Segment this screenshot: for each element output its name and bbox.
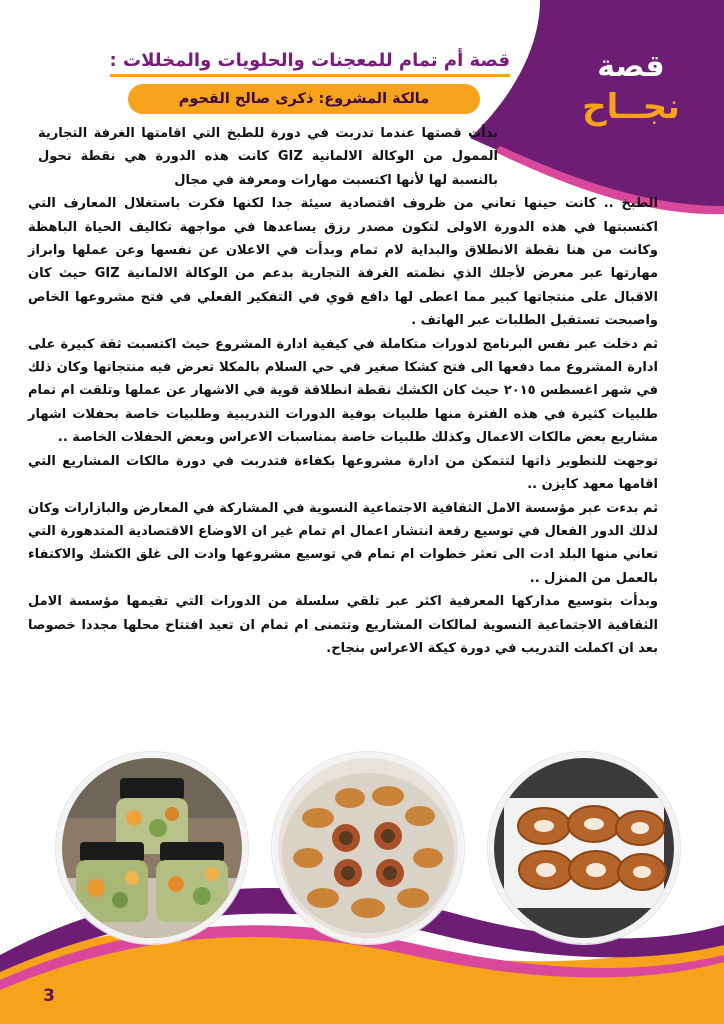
article-body xyxy=(28,122,658,660)
photo-pickle-jars xyxy=(56,752,248,944)
paragraph-4: توجهت للتطوير ذاتها لتتمكن من ادارة مشروعها بكفاءة فتدربت في دورة مالكات المشاريع التي اقامها معهد كايزن .. xyxy=(28,453,658,493)
page-number: 3 xyxy=(34,981,64,1011)
title-underline xyxy=(110,74,510,77)
paragraph-6: وبدأت بتوسيع مداركها المعرفية اكثر عبر تلقي سلسلة من الدورات التي تقيمها مؤسسة الامل الثقافية الاجتماعية النسوية لمالكات المشاريع وتتمنى ام تمام ان تعيد افتتاح محلها مجددا خصوصا بعد ان اكملت التدريب في دورة كيكة الاعراس بنجاح. xyxy=(28,594,658,656)
owner-label: مالكة المشروع: ذكرى صالح القحوم xyxy=(128,84,480,114)
photo-pastries-platter xyxy=(272,752,464,944)
paragraph-2: الطبخ .. كانت حينها تعاني من ظروف اقتصادية سيئة جدا لكنها فكرت باستغلال المعارف التي اكتسبتها في هذه الدورة الاولى لتكون مصدر رزق يساعدها في مواجهة تكاليف الحياة الباهظة وكانت من هنا نقطة الانطلاق والبداية لام تمام وبدأت في الاعلان عن نفسها وعن عملها وابراز مهارتها عبر معرض لأجلك الذي نظمته الغرفة التجارية بدعم من الوكالة الالمانية GIZ حيث كان الاقبال على منتجاتها كبير مما اعطى لها دافع قوي في التفكير الفعلي في فتح مشروعها الخاص واصبحت تستقبل الطلبات عبر الهاتف . xyxy=(28,196,658,329)
article-title: قصة أم تمام للمعجنات والحلويات والمخللات : xyxy=(109,50,510,71)
badge-word-success: نجــاح xyxy=(582,87,680,127)
success-story-badge xyxy=(556,48,706,128)
badge-word-story: قصة xyxy=(597,49,665,84)
paragraph-1: بدأت قصتها عندما تدربت في دورة للطبخ التي اقامتها الغرفة التجارية الممول من الوكالة الالمانية GIZ كانت هذه الدورة هي نقطة تحول بالنسبة لها لأنها اكتسبت مهارات ومعرفة في مجال xyxy=(38,126,498,188)
photo-ring-pastries xyxy=(488,752,680,944)
paragraph-5: ثم بدءت عبر مؤسسة الامل الثقافية الاجتماعية النسوية في المشاركة في المعارض والبازارات وكان لذلك الدور الفعال في توسيع رقعة انتشار اعمال ام تمام غير ان الاوضاع الاقتصادية المتدهورة التي تعاني منها البلد ادت الى تعثر خطوات ام تمام في توسيع مشروعها وادت الى غلق الكشك والاكتفاء بالعمل من المنزل .. xyxy=(28,500,658,586)
paragraph-3: ثم دخلت عبر نفس البرنامج لدورات متكاملة في كيفية ادارة المشروع حيث اكتسبت ثقة كبيرة على ادارة المشروع مما دفعها الى فتح كشكا صغير في حي السلام بالمكلا تعرض فيه منتجاتها وكان ذلك في شهر اغسطس ٢٠١٥ حيث كان الكشك نقطة انطلاقة قوية في الاشهار عن عملها وتلقت ام تمام طلبيات كثيرة في هذه الفترة منها طلبيات بوفية الدورات التدريبية وطلبيات خاصة بحفلات اشهار مشاريع بعض مالكات الاعمال وكذلك طلبيات خاصة بمناسبات الاعراس وبعض الحفلات الخاصة .. xyxy=(28,336,658,446)
